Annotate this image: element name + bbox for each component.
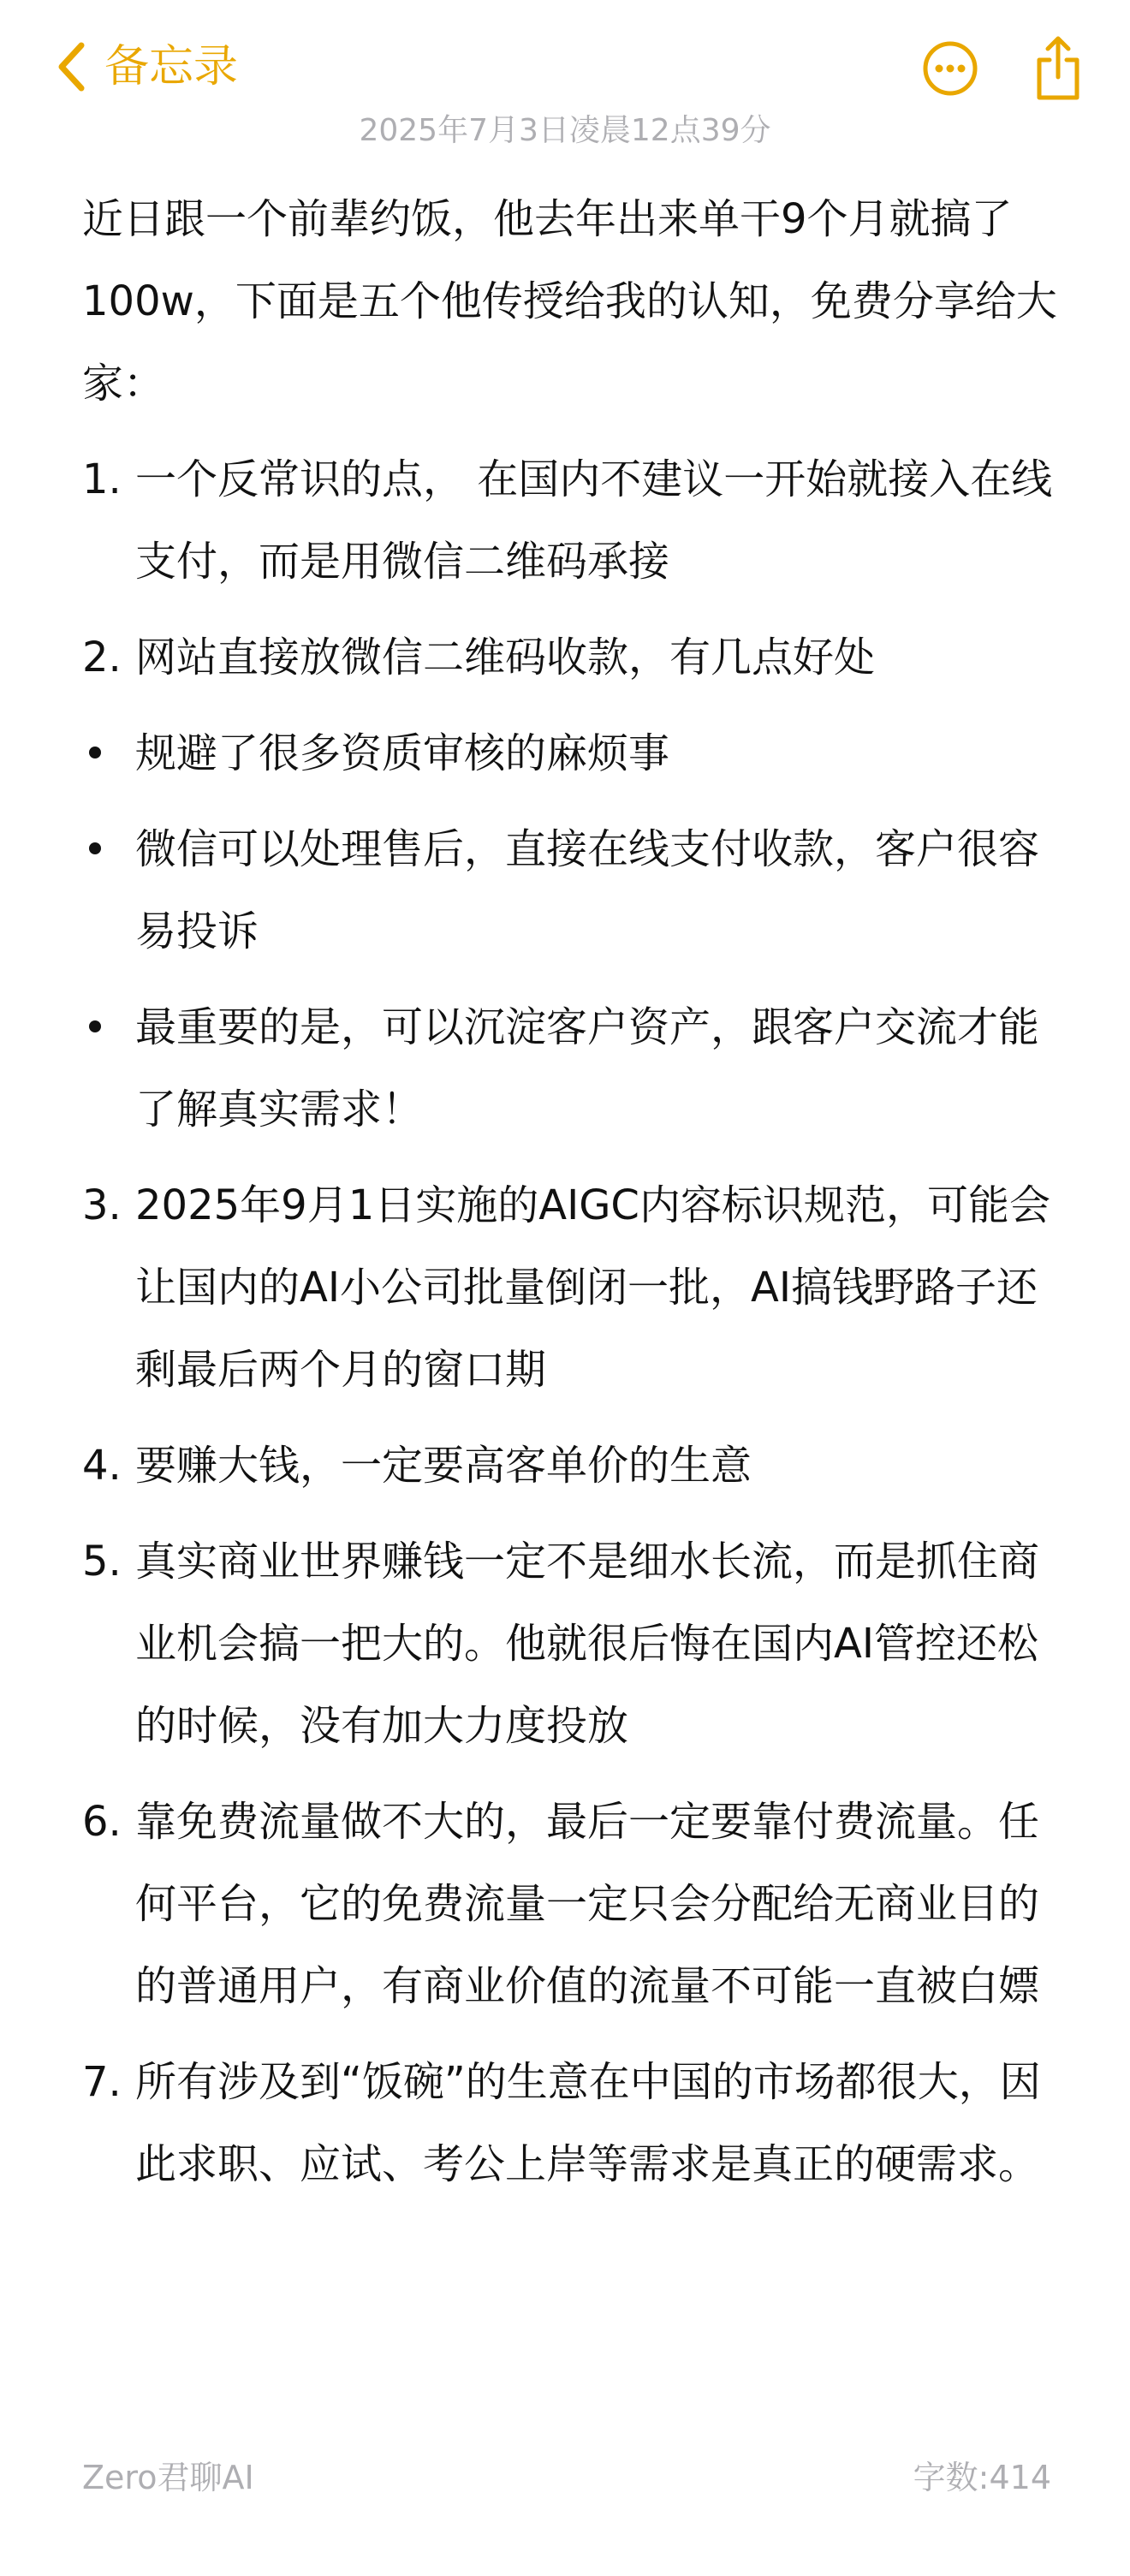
note-intro: 近日跟一个前辈约饭，他去年出来单干9个月就搞了100w，下面是五个他传授给我的认知，免费分享给大家：	[82, 195, 1057, 408]
bullet-item	[82, 986, 1067, 1151]
back-button[interactable]	[56, 33, 238, 101]
list-number: 3.	[82, 1181, 122, 1229]
list-number: 6.	[82, 1798, 122, 1846]
list-number: 2.	[82, 634, 122, 681]
list-item-text: 规避了很多资质审核的麻烦事	[135, 729, 670, 777]
list-item-text: 所有涉及到“饭碗”的生意在中国的市场都很大，因此求职、应试、考公上岸等需求是真正的硬需求。	[135, 2058, 1041, 2188]
list-item-text: 一个反常识的点， 在国内不建议一开始就接入在线支付，而是用微信二维码承接	[135, 455, 1053, 586]
share-icon	[1031, 90, 1085, 106]
word-count: 字数:414	[913, 2459, 1051, 2496]
note-body[interactable]	[82, 178, 1067, 2219]
list-item-text: 真实商业世界赚钱一定不是细水长流，而是抓住商业机会搞一把大的。他就很后悔在国内AI管控还松的时候，没有加大力度投放	[135, 1538, 1040, 1750]
share-button[interactable]	[1031, 34, 1085, 103]
list-item-text: 要赚大钱，一定要高客单价的生意	[135, 1442, 752, 1490]
list-item	[82, 2041, 1067, 2205]
chevron-left-icon	[56, 41, 86, 92]
list-item	[82, 616, 1067, 699]
list-item-text: 最重要的是，可以沉淀客户资产，跟客户交流才能了解真实需求！	[135, 1003, 1040, 1133]
more-button[interactable]	[922, 40, 978, 97]
list-item	[82, 438, 1067, 603]
list-item-text: 2025年9月1日实施的AIGC内容标识规范，可能会让国内的AI小公司批量倒闭一批，AI搞钱野路子还剩最后两个月的窗口期	[135, 1181, 1050, 1394]
list-number: 4.	[82, 1442, 122, 1490]
list-item	[82, 1520, 1067, 1767]
bullet-item	[82, 712, 1067, 794]
list-number: 7.	[82, 2058, 122, 2106]
bullet-marker	[89, 1020, 101, 1032]
list-item-text: 网站直接放微信二维码收款，有几点好处	[135, 634, 876, 681]
bullet-marker	[89, 842, 101, 854]
list-item-text: 靠免费流量做不大的，最后一定要靠付费流量。任何平台，它的免费流量一定只会分配给无商业目的的普通用户，有商业价值的流量不可能一直被白嫖	[135, 1798, 1040, 2010]
list-item	[82, 1164, 1067, 1411]
list-item	[82, 1781, 1067, 2027]
note-footer	[82, 2452, 1051, 2503]
list-number: 1.	[82, 455, 122, 503]
bullet-marker	[89, 747, 101, 759]
list-item	[82, 1425, 1067, 1507]
author-watermark: Zero君聊AI	[82, 2459, 254, 2496]
bullet-item	[82, 808, 1067, 973]
ellipsis-circle-icon	[922, 84, 978, 100]
note-timestamp: 2025年7月3日凌晨12点39分	[359, 113, 771, 148]
list-number: 5.	[82, 1538, 122, 1585]
list-item-text: 微信可以处理售后，直接在线支付收款，客户很容易投诉	[135, 825, 1040, 955]
back-label: 备忘录	[104, 41, 239, 92]
